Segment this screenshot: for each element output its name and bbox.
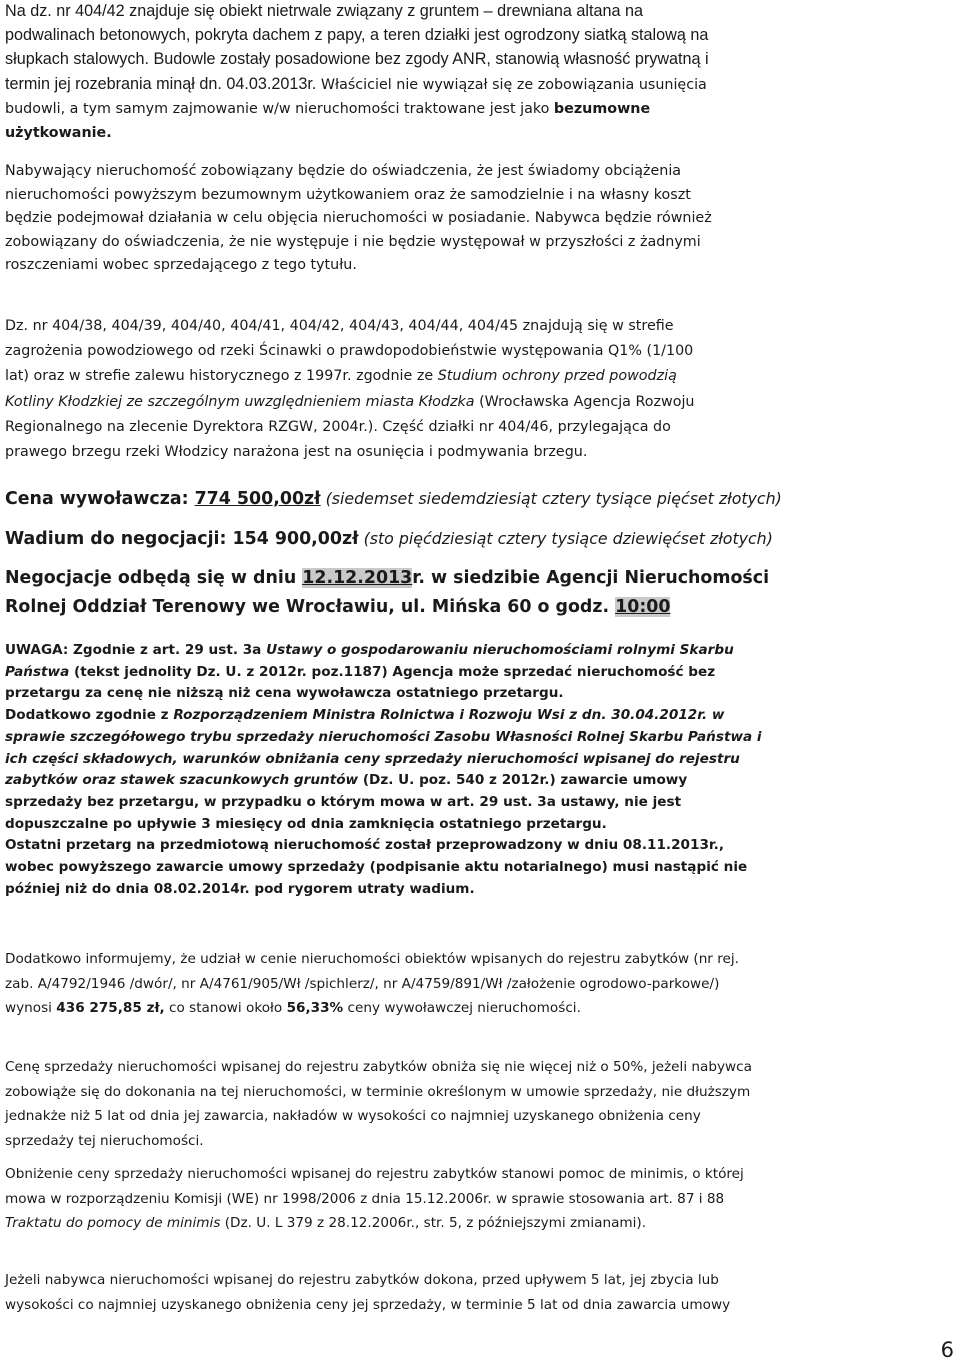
negotiation-time: 10:00 bbox=[615, 597, 671, 617]
text-line: Nabywający nieruchomość zobowiązany będzie do oświadczenia, że jest świadomy obciążenia bbox=[5, 163, 682, 179]
italic-title: Traktatu do pomocy de minimis bbox=[5, 1215, 221, 1232]
negocjacje-termin bbox=[5, 564, 955, 622]
text-run: termin jej rozebrania minął dn. 04.03.2013r. bbox=[5, 74, 317, 93]
text-run: Negocjacje odbędą się w dniu bbox=[5, 568, 303, 588]
text-run: ceny wywoławczej nieruchomości. bbox=[343, 1000, 581, 1017]
text-line bbox=[5, 121, 955, 145]
text-line: jednakże niż 5 lat od dnia jej zawarcia, nakładów w wysokości co najmniej uzyskanego obniżenia ceny bbox=[5, 1108, 701, 1125]
text-line bbox=[5, 727, 955, 749]
text-line: zobowiąże się do dokonania na tej nieruchomości, w terminie określonym w umowie sprzedaży, nie dłuższym bbox=[5, 1083, 751, 1100]
paragraph-zbycie bbox=[5, 1268, 955, 1317]
text-line: podwalinach betonowych, pokryta dachem z papy, a teren działki jest ogrodzony siatką stalową na bbox=[5, 26, 709, 45]
paragraph-altana bbox=[5, 0, 955, 145]
text-line bbox=[5, 1211, 955, 1236]
text-run: lat) oraz w strefie zalewu historycznego z 1997r. zgodnie ze bbox=[5, 368, 438, 385]
paragraph-udzial-zabytkow bbox=[5, 947, 955, 1021]
italic-title: Państwa bbox=[5, 663, 70, 680]
text-line: mowa w rozporządzeniu Komisji (WE) nr 1998/2006 z dnia 15.12.2006r. w sprawie stosowania art. 87 i 88 bbox=[5, 1190, 725, 1207]
text-line: nieruchomości powyższym bezumownym użytkowaniem oraz że samodzielnie i na własny koszt bbox=[5, 186, 691, 203]
text-line bbox=[5, 593, 955, 622]
page-number: 6 bbox=[940, 1338, 954, 1362]
text-run: r. w siedzibie Agencji Nieruchomości bbox=[412, 568, 770, 588]
text-line: słupkach stalowych. Budowle zostały posadowione bez zgody ANR, stanowią własność prywatną i bbox=[5, 50, 709, 69]
text-line: zagrożenia powodziowego od rzeki Ścinawki o prawdopodobieństwie występowania Q1% (1/100 bbox=[5, 343, 694, 360]
text-line: zobowiązany do oświadczenia, że nie występuje i nie będzie występował w przyszłości z żadnymi bbox=[5, 233, 701, 250]
text-line: później niż do dnia 08.02.2014r. pod rygorem utraty wadium. bbox=[5, 880, 475, 897]
text-line: sprzedaży tej nieruchomości. bbox=[5, 1133, 204, 1150]
text-run: (Dz. U. L 379 z 28.12.2006r., str. 5, z późniejszymi zmianami). bbox=[220, 1215, 647, 1232]
text-line bbox=[5, 564, 955, 593]
price-amount: 774 500,00zł bbox=[194, 489, 321, 509]
text-line bbox=[5, 390, 955, 415]
italic-title: Ustawy o gospodarowaniu nieruchomościami rolnymi Skarbu bbox=[266, 642, 734, 658]
text-run: (tekst jednolity Dz. U. z 2012r. poz.1187) Agencja może sprzedać nieruchomość bez bbox=[69, 663, 716, 680]
text-line bbox=[5, 207, 955, 231]
text-run: Dodatkowo zgodnie z bbox=[5, 707, 174, 724]
text-line: Cenę sprzedaży nieruchomości wpisanej do rejestru zabytków obniża się nie więcej niż o 50%, jeżeli nabywca bbox=[5, 1059, 752, 1075]
text-run: Właściciel nie wywiązał się ze zobowiązania usunięcia bbox=[316, 76, 707, 93]
text-line bbox=[5, 97, 955, 121]
text-line bbox=[5, 749, 955, 771]
bold-term: użytkowanie. bbox=[5, 125, 112, 142]
text-line: sprzedaży bez przetargu, w przypadku o którym mowa w art. 29 ust. 3a ustawy, nie jest bbox=[5, 793, 682, 810]
negotiation-date: 12.12.2013 bbox=[302, 568, 413, 588]
italic-title: ich części składowych, warunków obniżania ceny sprzedaży nieruchomości wpisanej do rejestru bbox=[5, 750, 740, 767]
wadium bbox=[5, 526, 955, 552]
text-line bbox=[5, 364, 955, 389]
italic-title: Rozporządzeniem Ministra Rolnictwa i Rozwoju Wsi z dn. 30.04.2012r. w bbox=[173, 707, 725, 724]
text-line: roszczeniami wobec sprzedającego z tego tytułu. bbox=[5, 257, 357, 274]
price-in-words: (siedemset siedemdziesiąt cztery tysiące pięćset złotych) bbox=[320, 489, 782, 508]
text-line: Obniżenie ceny sprzedaży nieruchomości wpisanej do rejestru zabytków stanowi pomoc de minimis, o której bbox=[5, 1166, 744, 1182]
text-run: UWAGA: Zgodnie z art. 29 ust. 3a bbox=[5, 642, 267, 658]
text-run: (Dz. U. poz. 540 z 2012r.) zawarcie umowy bbox=[358, 772, 688, 789]
text-run: Nabywca będzie również bbox=[530, 210, 712, 227]
text-line: Ostatni przetarg na przedmiotową nieruchomość został przeprowadzony w dniu 08.11.2013r., bbox=[5, 837, 725, 854]
text-line: Na dz. nr 404/42 znajduje się obiekt nietrwale związany z gruntem – drewniana altana na bbox=[5, 2, 643, 20]
text-line bbox=[5, 72, 955, 97]
bold-term: bezumowne bbox=[553, 100, 651, 117]
text-run: będzie podejmował działania w celu objęcia nieruchomości w posiadanie. bbox=[5, 210, 531, 227]
text-line bbox=[5, 640, 955, 662]
text-line bbox=[5, 770, 955, 792]
wadium-in-words: (sto pięćdziesiąt cztery tysiące dziewięćset złotych) bbox=[358, 529, 773, 548]
italic-title: Kotliny Kłodzkiej ze szczególnym uwzględnieniem miasta Kłodzka bbox=[5, 393, 475, 410]
text-line bbox=[5, 662, 955, 684]
text-line: Dodatkowo informujemy, że udział w cenie nieruchomości obiektów wpisanych do rejestru zabytków (nr rej. bbox=[5, 951, 739, 967]
text-line: wobec powyższego zawarcie umowy sprzedaży (podpisanie aktu notarialnego) musi nastąpić nie bbox=[5, 859, 748, 876]
text-line bbox=[5, 705, 955, 727]
text-line: Dz. nr 404/38, 404/39, 404/40, 404/41, 404/42, 404/43, 404/44, 404/45 znajdują się w strefie bbox=[5, 318, 674, 334]
paragraph-strefa-zagrozenia bbox=[5, 314, 955, 465]
text-line: dopuszczalne po upływie 3 miesięcy od dnia zamknięcia ostatniego przetargu. bbox=[5, 815, 607, 832]
text-line: prawego brzegu rzeki Włodzicy narażona jest na osunięcia i podmywania brzegu. bbox=[5, 444, 588, 461]
text-run: budowli, a tym samym zajmowanie w/w nieruchomości traktowane jest jako bbox=[5, 100, 554, 117]
cena-wywolawcza bbox=[5, 486, 955, 512]
text-line: wysokości co najmniej uzyskanego obniżenia ceny jej sprzedaży, w terminie 5 lat od dnia zawarcia umowy bbox=[5, 1296, 731, 1313]
text-line: przetargu za cenę nie niższą niż cena wywoławcza ostatniego przetargu. bbox=[5, 685, 564, 702]
text-line: Regionalnego na zlecenie Dyrektora RZGW, 2004r.). Część działki nr 404/46, przylegająca do bbox=[5, 418, 671, 435]
italic-title: Studium ochrony przed powodzią bbox=[437, 368, 677, 385]
text-line: Jeżeli nabywca nieruchomości wpisanej do rejestru zabytków dokona, przed upływem 5 lat, jej zbycia lub bbox=[5, 1272, 719, 1288]
text-run: wynosi bbox=[5, 1000, 57, 1017]
paragraph-obnizenie-ceny bbox=[5, 1055, 955, 1154]
paragraph-nabywajacy bbox=[5, 160, 955, 278]
price-label: Cena wywoławcza: bbox=[5, 489, 195, 509]
italic-title: sprawie szczegółowego trybu sprzedaży nieruchomości Zasobu Własności Rolnej Skarbu Państwa i bbox=[5, 728, 762, 745]
text-run: (Wrocławska Agencja Rozwoju bbox=[474, 393, 695, 410]
uwaga-block bbox=[5, 640, 955, 900]
heritage-share-amount: 436 275,85 zł, bbox=[56, 1000, 165, 1017]
text-line bbox=[5, 996, 955, 1021]
italic-title: zabytków oraz stawek szacunkowych gruntów bbox=[5, 772, 359, 789]
heritage-share-percent: 56,33% bbox=[286, 1000, 344, 1017]
text-line: zab. A/4792/1946 /dwór/, nr A/4761/905/Wł /spichlerz/, nr A/4759/891/Wł /założenie ogrodowo-parkowe/) bbox=[5, 975, 720, 992]
wadium-label: Wadium do negocjacji: 154 900,00zł bbox=[5, 529, 359, 549]
text-run: Rolnej Oddział Terenowy we Wrocławiu, ul. Mińska 60 o godz. bbox=[5, 597, 616, 617]
text-run: co stanowi około bbox=[164, 1000, 287, 1017]
paragraph-de-minimis bbox=[5, 1162, 955, 1236]
